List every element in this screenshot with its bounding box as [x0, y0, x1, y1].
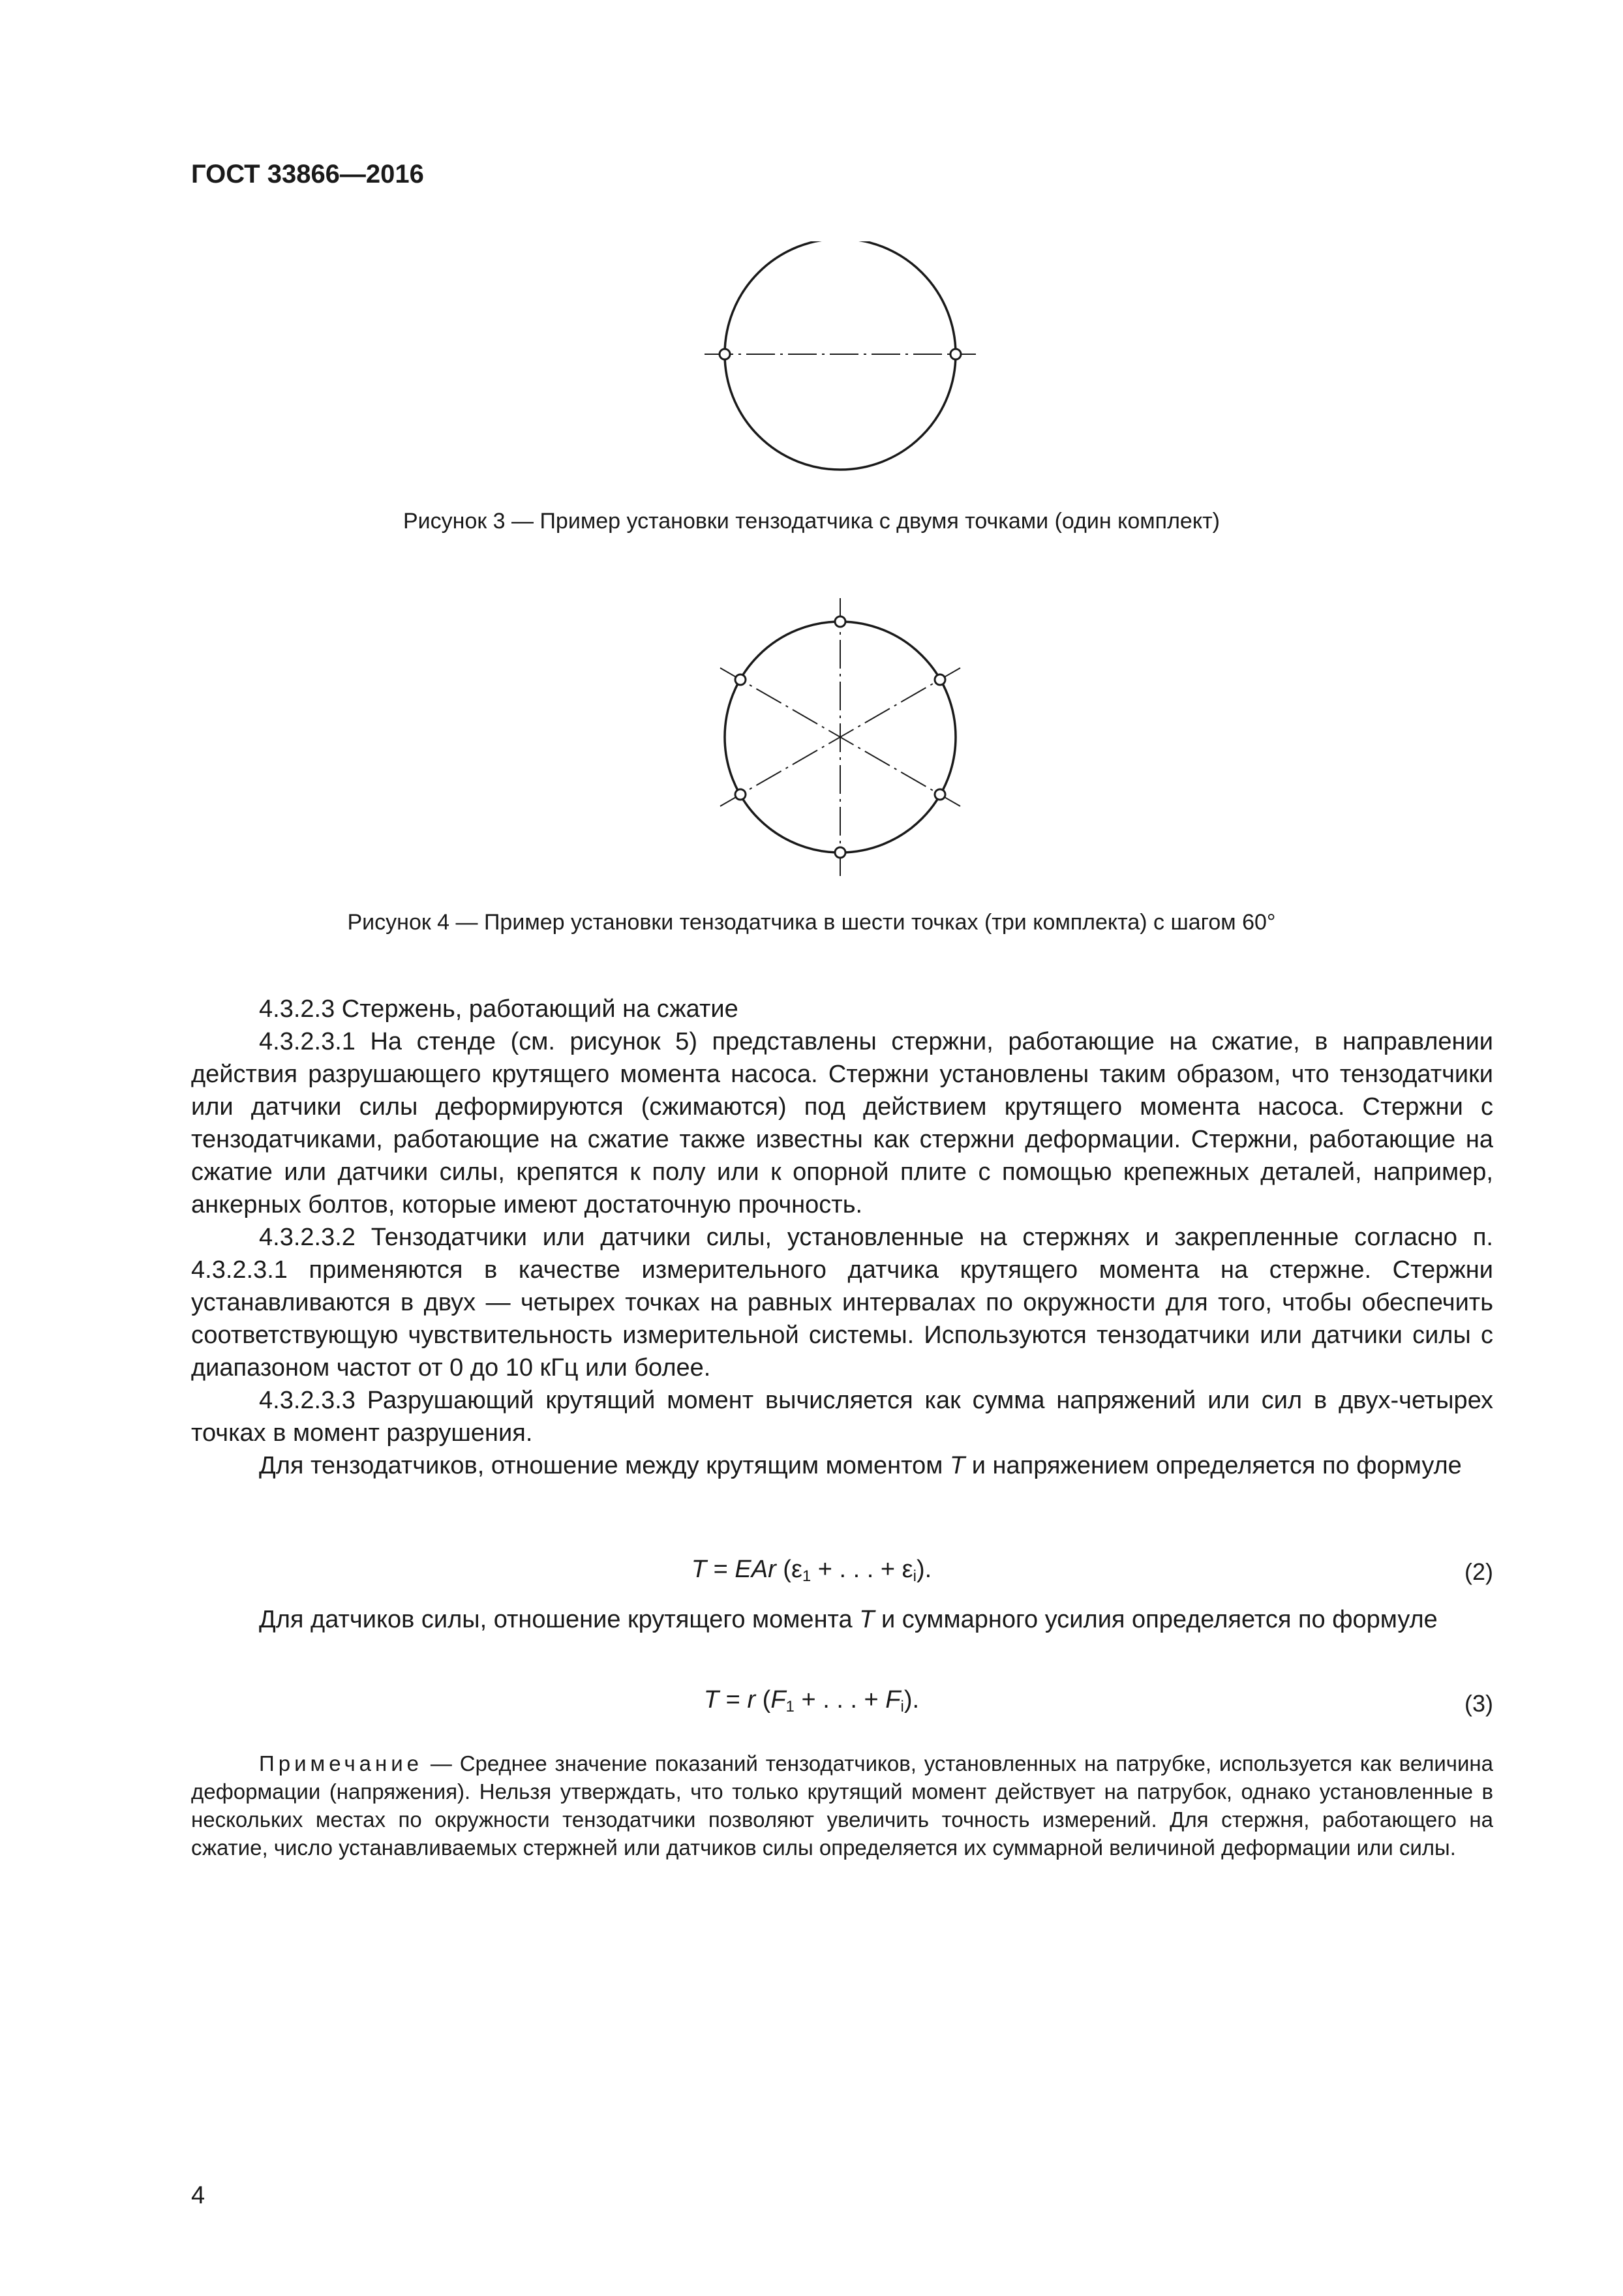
gauge-point-lower-right — [935, 789, 945, 800]
figure-4-diagram — [0, 594, 1623, 881]
equation-2 — [0, 1556, 1623, 1588]
note-label: Примечание — [259, 1751, 423, 1775]
paragraph-4-3-2-3-2: 4.3.2.3.2 Тензодатчики или датчики силы, установленные на стержнях и закрепленные согласно п. 4.3.2.3.1 применяются в качестве измерительного датчика крутящего момента на стержне. Стержни устанавливаются в двух — четырех точках на равных интервалах по окружности для того, чтобы обеспечить соответствующую чувствительность измерительной системы. Используются тензодатчики или датчики силы с диапазоном частот от 0 до 10 кГц или более. — [191, 1224, 1493, 1382]
paragraph-formula-intro-2: Для датчиков силы, отношение крутящего момента T и суммарного усилия определяется по формуле — [259, 1606, 1438, 1633]
note-block — [191, 1749, 1493, 1862]
equation-3 — [0, 1686, 1623, 1719]
paragraph-4-3-2-3-3: 4.3.2.3.3 Разрушающий крутящий момент вычисляется как сумма напряжений или сил в двух-четырех точках в момент разрушения. — [191, 1387, 1493, 1447]
document-header: ГОСТ 33866—2016 — [191, 160, 424, 189]
equation-2-number: (2) — [1464, 1558, 1493, 1585]
note-text: — Среднее значение показаний тензодатчиков, установленных на патрубке, используется как величина деформации (напряжения). Нельзя утверждать, что только крутящий момент действует на патрубок, однако установленные в нескольких местах по окружности тензодатчики позволяют увеличить точность измерений. Для стержня, работающего на сжатие, число устанавливаемых стержней или датчиков силы определяется их суммарной величиной деформации или силы. — [191, 1751, 1493, 1860]
equation-2-body: T = EAr ($\varepsilon_1$ + . . . + $\varepsilon_i$). — [691, 1556, 932, 1585]
paragraph-formula-intro-1: Для тензодатчиков, отношение между крутящим моментом T и напряжением определяется по формуле — [259, 1452, 1462, 1479]
equation-3-body: T = r ($F_1$ + . . . + $F_i$). — [703, 1686, 920, 1715]
note-paragraph — [191, 1749, 1493, 1862]
gauge-point-top — [835, 616, 845, 627]
pipe-circle — [725, 241, 956, 470]
gauge-point-bottom — [835, 847, 845, 858]
gauge-point-right — [950, 349, 961, 359]
page-number: 4 — [191, 2182, 205, 2209]
gauge-point-lower-left — [735, 789, 746, 800]
section-body — [191, 993, 1493, 1482]
gauge-point-left — [720, 349, 730, 359]
equation-3-number: (3) — [1464, 1690, 1493, 1717]
formula-intro-2-block — [191, 1603, 1493, 1636]
gauge-point-upper-right — [935, 674, 945, 685]
figure-4-caption: Рисунок 4 — Пример установки тензодатчика в шести точках (три комплекта) с шагом 60° — [347, 910, 1276, 935]
figure-3-diagram — [0, 241, 1623, 489]
figure-3-caption: Рисунок 3 — Пример установки тензодатчика с двумя точками (один комплект) — [403, 509, 1220, 534]
gauge-point-upper-left — [735, 674, 746, 685]
section-title: 4.3.2.3 Стержень, работающий на сжатие — [259, 995, 738, 1023]
paragraph-4-3-2-3-1: 4.3.2.3.1 На стенде (см. рисунок 5) представлены стержни, работающие на сжатие, в направлении действия разрушающего крутящего момента насоса. Стержни установлены таким образом, что тензодатчики или датчики силы деформируются (сжимаются) под действием крутящего момента насоса. Стержни с тензодатчиками, работающие на сжатие также известны как стержни деформации. Стержни, работающие на сжатие или датчики силы, крепятся к полу или к опорной плите с помощью крепежных деталей, например, анкерных болтов, которые имеют достаточную прочность. — [191, 1028, 1493, 1218]
